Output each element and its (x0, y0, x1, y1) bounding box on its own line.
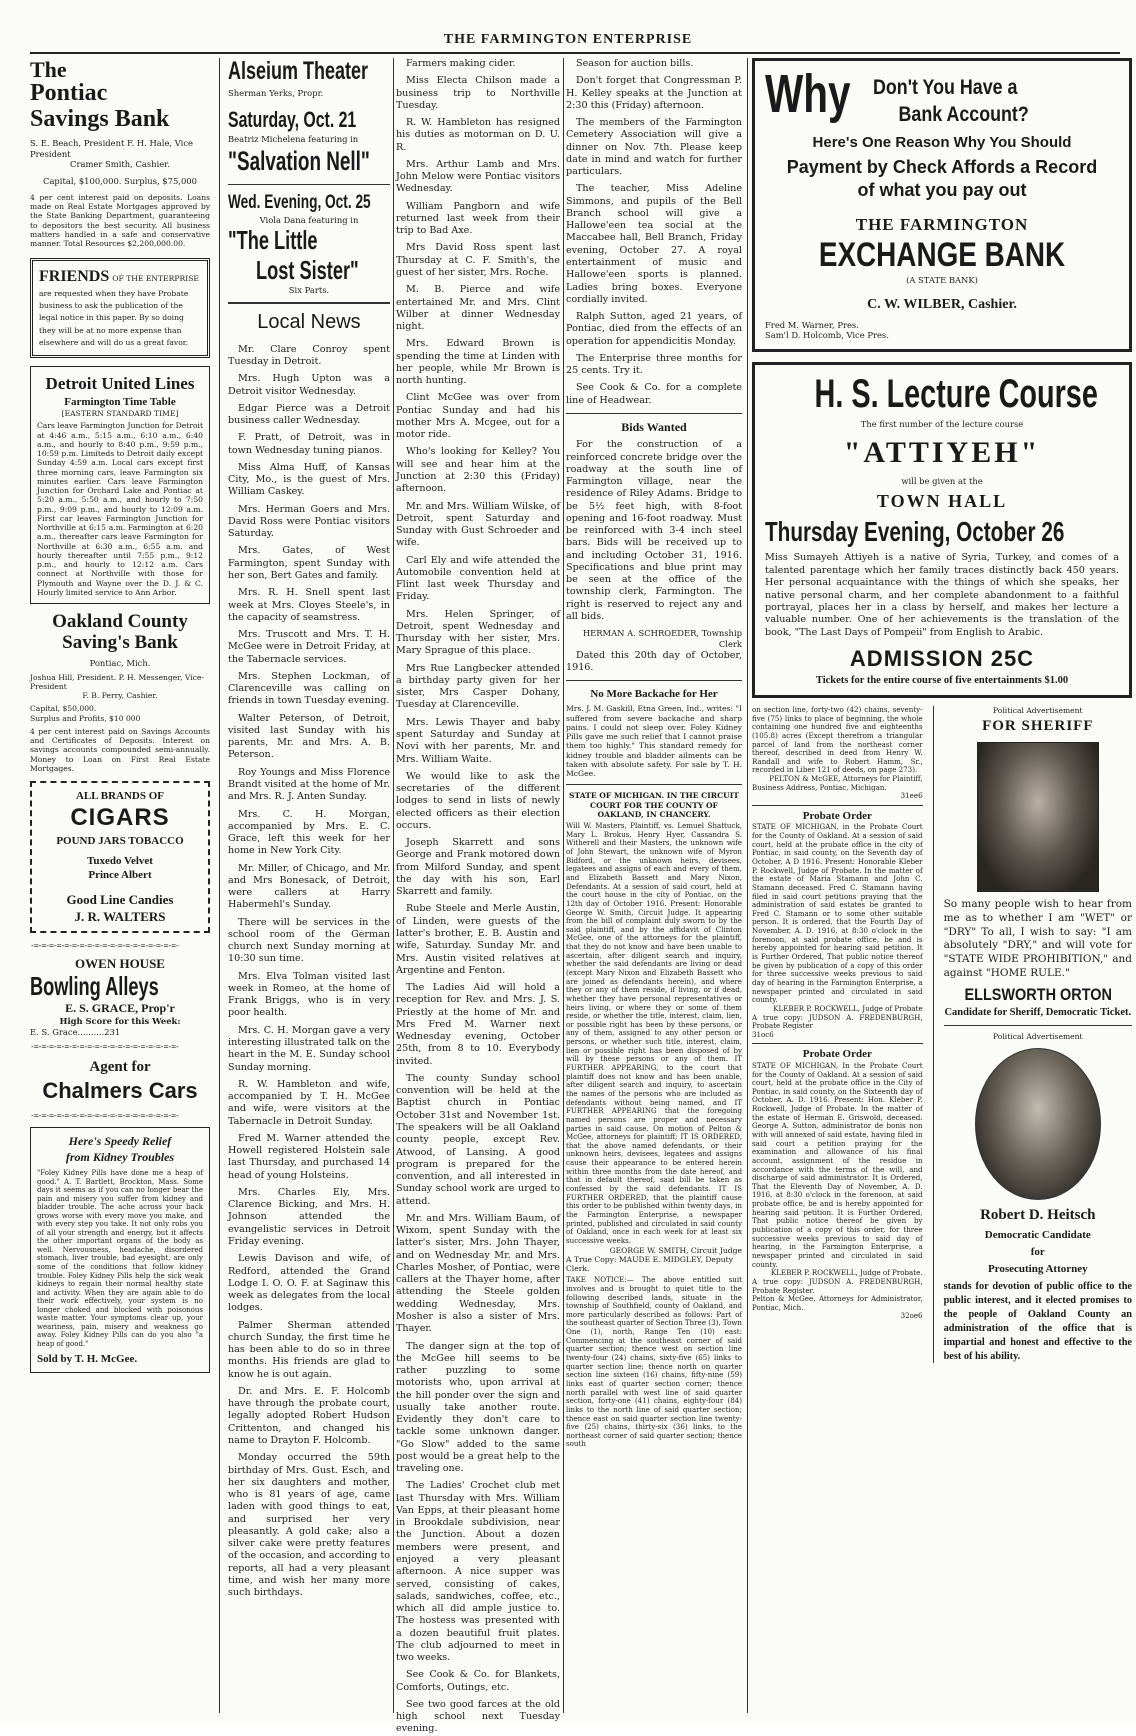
news-item: Edgar Pierce was a Detroit business caller Wednesday. (228, 402, 390, 427)
pontiac-bank-name2: Pontiac (30, 80, 108, 107)
divider (566, 680, 742, 681)
bank-q1: Don't You Have a (873, 76, 1018, 99)
heitsch-body: stands for devotion of public office to the public interest, and it elected promises to the people of Oakland County an administration of the office that is impartial and honest and effective to the best of his ability. (943, 1281, 1132, 1362)
pontiac-bank-capital: Capital, $100,000. Surplus, $75,000 (43, 176, 197, 187)
bank-q2: Bank Account? (898, 102, 1029, 126)
chancery-sign: GEORGE W. SMITH, Circuit Judge (609, 1245, 742, 1255)
news-item: Mrs. Herman Goers and Mrs. David Ross were Pontiac visitors Saturday. (228, 503, 390, 540)
news-item: The Ladies' Crochet club met last Thursday with Mrs. William Van Epps, at their pleasant home in Brookdale subdivision, near the Junction. About a dozen members were present, and enjoyed a very pleasant afternoon. A nice supper was served, consisting of cakes, salads, sandwiches, coffee, etc., which all did ample justice to. The hostess was presented with a dozen beautiful fruit plates. The club adjourned to meet in two weeks. (396, 1480, 560, 1664)
friends-title: FRIENDS (39, 268, 110, 286)
news-item: Mrs. Gates, of West Farmington, spent Sunday with her son, Bert Gates and family. (228, 545, 390, 581)
oakland-bank-town: Pontiac, Mich. (89, 657, 151, 668)
bowling-line2: Bowling Alleys (30, 971, 159, 1002)
column-divider (219, 58, 220, 1713)
news-item: The danger sign at the top of the McGee hill seems to be rather puzzling to some motorists who, upon arrival at the hill ponder over the sign and usually take another route. Evidently they don't care to tackle some unknown danger. "Go Slow" added to the same post would be a great help to the traveling one. (396, 1340, 560, 1475)
ornament-rule: -=-=-=-=-=-=-=-=-=-=-=-=-=-=-=-=-=-=-=- (30, 1041, 179, 1051)
news-item: Mr. Clare Conroy spent Tuesday in Detroit. (228, 343, 390, 367)
cigars-line2: CIGARS (70, 804, 170, 832)
bank-reason3: of what you pay out (857, 179, 1027, 200)
show-film1: "Salvation Nell" (228, 146, 370, 177)
probate1-sign: KLEBER P. ROCKWELL, Judge of Probate (773, 1003, 923, 1013)
news-item: Mrs. Elva Tolman visited last week in Romeo, at the home of Frank Briggs, who is in very poor health. (228, 970, 390, 1019)
news-item: William Pangborn and wife returned last week from their trip to Bad Axe. (396, 200, 560, 237)
oakland-bank-cashier: F. B. Perry, Cashier. (82, 691, 158, 701)
column-5 (752, 58, 1132, 1713)
divider (228, 302, 390, 304)
bowling-line5: E. S. Grace..........231 (30, 1026, 121, 1037)
bids-dated: Dated this 20th day of October, 1916. (566, 649, 742, 674)
backache-body: Mrs. J. M. Gaskill, Etna Green, Ind., writes: "I suffered from severe backache and sharp pains. I could not sleep over. Foley Kidney Pills gave me such relief that I cannot praise them too highly." This standard remedy for kidney trouble and bladder ailments can be taken with absolute safety. For sale by T. H. McGee. (566, 704, 742, 779)
column-2 (228, 58, 390, 1713)
probate2-title: Probate Order (802, 1048, 872, 1061)
news-item: Mrs. Lewis Thayer and baby spent Saturday and Sunday at Novi with her parents, Mr. and Mrs. William Waite. (396, 716, 560, 765)
divider (228, 184, 390, 185)
bank-pres: Fred M. Warner, Pres. (765, 319, 859, 330)
notice-item: Season for auction bills. (576, 58, 694, 69)
news-item: See Cook & Co. for Blankets, Comforts, Outings, etc. (396, 1669, 560, 1693)
pontiac-bank-ad (30, 58, 210, 248)
bids-title: Bids Wanted (621, 419, 687, 434)
lecture-date: Thursday Evening, October 26 (765, 515, 1065, 547)
probate2-copy: A true copy: JUDSON A. FREDENBURGH, Probate Register. (752, 1276, 923, 1295)
lecture-hall: TOWN HALL (876, 490, 1008, 511)
show-film2a: "The Little (228, 224, 318, 255)
lecture-admission: ADMISSION 25C (849, 646, 1035, 672)
bids-sign: HERMAN A. SCHROEDER, Township Clerk (582, 628, 742, 649)
show-feat1: Beatriz Michelena featuring in (228, 134, 359, 145)
pontiac-bank-name1: The (30, 57, 67, 82)
cigars-line1: ALL BRANDS OF (75, 790, 165, 803)
timetable-subtitle: Farmington Time Table (64, 395, 176, 408)
probate1-title: Probate Order (802, 810, 872, 823)
probate2-sign: KLEBER P. ROCKWELL, Judge of Probate. (770, 1268, 923, 1278)
bank-reason2: Payment by Check Affords a Record (786, 156, 1098, 177)
sheriff-name: ELLSWORTH ORTON (964, 985, 1112, 1005)
notice-item: Ralph Sutton, aged 21 years, of Pontiac, died from the effects of an operation for appendicitis Monday. (566, 311, 742, 347)
chancery-notice: TAKE NOTICE:— The above entitled suit involves and is brought to quiet title to the following described lands, situate in the township of Southfield, county of Oakland, and more particularly described as follows: Part of the southeast quarter of Section Three (3), Town One (1), north, Range Ten (10) east: Commencing at the southeast corner of said quarter section; thence west on section line twenty-four (24) chains, sixty-five (65) links to quarter section line; thence north on quarter section line sixteen (16) chains, fifty-nine (59) links east of quarter section corner; thence north parallel with west line of said quarter section, forty-one (41) chains, eighty-four (84) links to the north line of said quarter section; thence east on said quarter section line twenty-five (25) chains, thirty-six (36) links, to the northeast corner of said quarter section; thence south (566, 1275, 742, 1449)
news-item: See two good farces at the old high school next Tuesday evening. (396, 1698, 560, 1735)
ornament-rule: -=-=-=-=-=-=-=-=-=-=-=-=-=-=-=-=-=-=-=- (30, 1111, 179, 1121)
bank-reason1: Here's One Reason Why You Should (812, 133, 1072, 151)
news-item: Mrs. C. H. Morgan, accompanied by Mrs. E. C. Grace, left this week for her home in New York City. (228, 808, 390, 857)
oakland-bank-surplus: Surplus and Profits, $10 000 (30, 713, 141, 723)
probate1-copy: A true copy: JUDSON A. FREDENBURGH, Probate Register (752, 1012, 923, 1031)
news-item: Mrs. Arthur Lamb and Mrs. John Melow were Pontiac visitors Wednesday. (396, 158, 560, 195)
bank-exchange: EXCHANGE BANK (818, 235, 1066, 274)
bowling-line1: OWEN HOUSE (75, 955, 165, 971)
notices-list (566, 58, 742, 407)
news-item: Clint McGee was over from Pontiac Sunday and had his mother Mrs A. Mcgee, out for a motor ride. (396, 392, 560, 441)
pontiac-bank-body: 4 per cent interest paid on deposits. Loans made on Real Estate Mortgages approved by the State Banking Department, guaranteeing to depositors the best security. All business matters handled in a safe and conservative manner. Total Resources $2,200,000.00. (30, 192, 210, 249)
notice-item: See Cook & Co. for a complete line of Headwear. (566, 382, 742, 406)
divider (566, 413, 742, 414)
cigars-line3: POUND JARS TOBACCO (56, 834, 184, 847)
legal-cont-id: 31ee6 (900, 791, 923, 801)
oakland-bank-capital: Capital, $50,000. (30, 704, 97, 714)
news-item: Walter Peterson, of Detroit, visited last Sunday with his parents, Mr. and Mrs. A. B. Peterson. (228, 712, 390, 761)
news-item: Palmer Sherman attended church Sunday, the first time he has been able to do so in three months. His friends are glad to know he is out again. (228, 1319, 390, 1380)
heitsch-portrait (975, 1048, 1101, 1200)
news-item: Mrs David Ross spent last Thursday at C. F. Smith's, the guest of her sister, Mrs. Roche. (396, 242, 560, 278)
news-item: Who's looking for Kelley? You will see and hear him at the Junction at 2:30 this (Friday) afternoon. (396, 446, 560, 495)
notice-item: Don't forget that Congressman P. H. Kelley speaks at the Junction at 2:30 this (Friday) afternoon. (566, 75, 742, 111)
show-date1: Saturday, Oct. 21 (228, 107, 357, 133)
pontiac-bank-cashier: Cramer Smith, Cashier. (70, 159, 170, 170)
bank-cashier: C. W. WILBER, Cashier. (867, 296, 1017, 312)
lecture-given: will be given at the (901, 476, 983, 487)
detroit-lines-timetable (30, 366, 210, 604)
cigars-line7: J. R. WALTERS (74, 908, 166, 924)
theater-prop: Sherman Yerks, Propr. (228, 87, 324, 98)
lecture-course-ad (752, 362, 1132, 698)
sheriff-pol: Political Advertisement (992, 705, 1083, 715)
news-item: Miss Electa Chilson made a business trip to Northville Tuesday. (396, 75, 560, 111)
timetable-zone: [EASTERN STANDARD TIME] (61, 409, 179, 418)
kidney-title2: from Kidney Troubles (65, 1149, 175, 1164)
show-date2: Wed. Evening, Oct. 25 (228, 191, 371, 213)
sheriff-candidate-portrait (977, 742, 1099, 892)
lecture-title: H. S. Lecture Course (814, 372, 1098, 416)
news-item: Mrs. Charles Ely, Mrs. Clarence Bicking, and Mrs. H. Johnson attended the evangelistic services in Detroit Friday evening. (228, 1186, 390, 1247)
cigars-line4: Tuxedo Velvet (87, 854, 153, 867)
heitsch-line2: for (1030, 1245, 1045, 1258)
show-feat2: Viola Dana featuring in (259, 214, 359, 225)
column-divider (563, 58, 564, 1713)
local-items-list (396, 58, 560, 1736)
kidney-relief-ad (30, 1127, 210, 1373)
oakland-bank-officers: Joshua Hill, President. P. H. Messenger, Vice-President (30, 672, 205, 691)
cigars-ad (30, 781, 210, 933)
show-parts: Six Parts. (288, 285, 330, 296)
chalmers-ad (30, 1052, 210, 1111)
news-item: Mrs. R. H. Snell spent last week at Mrs. Cloyes Steele's, in the capacity of seamstress. (228, 587, 390, 623)
lecture-first: The first number of the lecture course (860, 419, 1024, 429)
legal-cont-sign: PELTON & McGEE, Attorneys for Plaintiff, (769, 774, 923, 784)
divider (566, 784, 742, 785)
column-divider (393, 58, 394, 1713)
heitsch-name: Robert D. Heitsch (980, 1206, 1096, 1223)
sheriff-title: FOR SHERIFF (982, 718, 1094, 735)
news-item: F. Pratt, of Detroit, was in town Wednesday tuning pianos. (228, 432, 390, 456)
bowling-ad (30, 952, 210, 1042)
legal-cont-body: on section line, forty-two (42) chains, seventy-five (75) links to place of beginning, the whole containing one hundred five and eighteenths (105.8) acres (Except therefrom a triangular parcel of land from the northeast corner thereof, described in deed from Henry W. Randall and wife to Robert Hamm, Sr., recorded in Liber 121 of deeds, on page 273). (752, 704, 923, 775)
news-item: Carl Ely and wife attended the Automobile convention held at Flint last week Thursday and Friday. (396, 554, 560, 603)
news-item: Mrs Rue Langbecker attended a birthday party given for her sister, Mrs Casper Dohany, Tuesday at Clarenceville. (396, 662, 560, 711)
masthead: THE FARMINGTON ENTERPRISE (443, 32, 693, 47)
timetable-body: Cars leave Farmington Junction for Detroit at 4:46 a.m., 5:15 a.m., 6:10 a.m., 6:40 a.m., and hourly to 8:40 p.m., 9:59 p.m., 10:59 p.m. Limiteds to Detroit daily except Sunday 4:59 a.m. Local cars except first three morning cars, leave Farmington six minutes earlier. Cars leave Farmington Junction for Orchard Lake and Pontiac at 5:20 a.m., 5:50 a.m., and hourly to 7:50 p.m., 9:09 p.m., and hourly to 12:09 a.m. First car leaves Farmington Junction for Northville at 6:15 a.m. Farmington at 6:20 a.m., thereafter cars leave Farmington for Northville at 6:30 a.m., 6:55 a.m. and hourly thereafter until 7:55 p.m., 9:12 p.m., and hourly to 12:12 a.m. Cars connect at Northville with those for Plymouth and Wayne over the D. J. & C. Hourly limited service to Ann Arbor. (37, 421, 203, 597)
chalmers-line1: Agent for (89, 1058, 151, 1075)
news-item: Lewis Davison and wife, of Redford, attended the Grand Lodge I. O. O. F. at Saginaw this week as delegates from the local lodges. (228, 1253, 390, 1314)
column-3 (396, 58, 560, 1735)
news-item: Miss Alma Huff, of Kansas City, Mo., is the guest of Mrs. William Caskey. (228, 461, 390, 498)
news-item: Dr. and Mrs. E. F. Holcomb have through the probate court, legally adopted Robert Hudson Crittenton, and changed his name to Drayton F. Holcomb. (228, 1385, 390, 1446)
news-item: Fred M. Warner attended the Howell registered Holstein sale last Thursday, and purchased 14 head of young Holsteins. (228, 1132, 390, 1181)
probate2-attys: Pelton & McGee, Attorneys for Administrator, Pontiac, Mich. (752, 1294, 923, 1312)
news-item: Farmers making cider. (406, 58, 516, 69)
alseium-theater-ad (228, 58, 390, 296)
column-divider (747, 58, 748, 1713)
column-1 (30, 58, 210, 1713)
lecture-name: "ATTIYEH" (843, 435, 1041, 469)
news-item: Mrs. Stephen Lockman, of Clarenceville was calling on friends in town Tuesday evening. (228, 670, 390, 707)
political-subcolumn (944, 706, 1132, 1363)
kidney-sold: Sold by T. H. McGee. (37, 1353, 138, 1366)
news-item: Monday occurred the 59th birthday of Mrs. Gust. Esch, and her six daughters and mother, who is 81 years of age, came laden with good things to eat, and surprised her very pleasantly. A gold cake; also a silver cake were pretty features of the occasion, and according to reports, all had a very pleasant time, and wish her many more such birthdays. (228, 1452, 390, 1599)
bids-body: For the construction of a reinforced concrete bridge over the roadway at the south line of Farmington village, near the residence of Riley Adams. Bridge to be 5½ feet high, with 8-foot opening and 16-foot roadway. Must be reinforced with 3-4 inch steel bars. Bids will be received up to and including October 31, 1916. Specifications and blue print may be seen at the office of the township clerk, Farmington. The right is reserved to reject any and all bids. (566, 439, 742, 622)
probate2-id: 32oe6 (900, 1311, 923, 1321)
news-item: M. B. Pierce and wife entertained Mr. and Mrs. Clint Wilber at dinner Wednesday night. (396, 284, 560, 333)
cigars-line6: Good Line Candies (66, 892, 174, 908)
sheriff-body: So many people wish to hear from me as to whether I am "WET" or "DRY" To all, I wish to say: "I am absolutely "DRY," and will vote for "STATE WIDE PROHIBITION," and against "HOME RULE." (943, 898, 1132, 979)
notice-item: The members of the Farmington Cemetery Association will give a dinner on Nov. 7th. Please keep date in mind and watch for further particulars. (566, 117, 742, 178)
chancery-head: STATE OF MICHIGAN. IN THE CIRCUIT COURT FOR THE COUNTY OF OAKLAND, IN CHANCERY. (569, 791, 739, 819)
bowling-line3: E. S. GRACE, Prop'r (65, 1000, 175, 1015)
news-item: Joseph Skarrett and sons George and Frank motored down from Milford Sunday, and spent the day with his son, Earl Skarrett and family. (396, 837, 560, 898)
news-item: Roy Youngs and Miss Florence Brandt visited at the home of Mr. and Mrs. R. J. Anten Sunday. (228, 766, 390, 803)
sheriff-cand: Candidate for Sheriff, Democratic Ticket. (944, 1007, 1132, 1019)
news-item: R. W. Hambleton and wife, accompanied by T. H. McGee and wife, were visitors at the Tabernacle in Detroit Sunday. (228, 1078, 390, 1127)
news-item: Mr. and Mrs. William Wilske, of Detroit, spent Saturday and Sunday with Gust Schroeder and wife. (396, 500, 560, 549)
show-film2b: Lost Sister" (256, 254, 359, 285)
heitsch-line3: Prosecuting Attorney (987, 1263, 1088, 1276)
cigars-line5: Prince Albert (88, 868, 152, 881)
friends-body: OF THE ENTERPRISE are requested when they have Probate business to ask the publication of the legal notice in this paper. By so doing they will be at no more expense than elsewhere and will do us a great favor. (39, 274, 199, 347)
ornament-rule: -=-=-=-=-=-=-=-=-=-=-=-=-=-=-=-=-=-=-=- (30, 941, 179, 951)
news-item: The county Sunday school convention will be held at the Baptist church in Pontiac October 31st and November 1st. The speakers will be all Oakland county people, except Rev. Atwood, of Lansing. A good program is prepared for the convention, and all interested in Sunday school work are urged to attend. (396, 1072, 560, 1207)
news-item: The Ladies Aid will hold a reception for Rev. and Mrs. J. S. Priestly at the home of Mr. and Mrs Fred M. Warner next Wednesday evening, October 25th, from 8 to 10. Everybody invited. (396, 982, 560, 1067)
probate1-body: STATE OF MICHIGAN, in the Probate Court for the County of Oakland. At a session of said court, held at the probate office in the city of Pontiac, in said county, on the Seventh day of October, A D 1916. Present: Honorable Kleber P. Rockwell, Judge of Probate. In the matter of the estate of Maria Stamann and John C. Stamann deceased. Fred C. Stamann having filed in said court petitions praying that the administration of said estates be granted to Fred C. Stamann or to some other suitable person. It is ordered, that the Fourth Day of November, A. D. 1916, at 8:30 o'clock in the forenoon, at said probate office, be and is hereby appointed for hearing said petition. It is Further Ordered, That public notice thereof be given by publication of a copy of this order for three successive weeks previous to said day of hearing in the Farmington Enterprise, a newspaper printed and circulated in said county. (752, 822, 923, 1005)
heitsch-line1: Democratic Candidate (984, 1228, 1091, 1241)
timetable-title: Detroit United Lines (45, 374, 195, 394)
bank-why: Why (765, 64, 851, 124)
news-item: Rube Steele and Merle Austin, of Linden, were guests of the latter's brother, E. B. Austin and wife, Saturday. Sunday Mr. and Mrs. Austin visited relatives at Argentine and Fenton. (396, 903, 560, 976)
notice-item: The teacher, Miss Adeline Simmons, and pupils of the Bell Branch school will give a Hallowe'een tea social at the Maccabee hall, Bell Branch, Friday evening, October 27. A royal entertainment of music and Hallowe'een sports is planned. Ladies bring boxes. Everyone cordially invited. (566, 183, 742, 305)
legal-subcolumn (752, 706, 923, 1363)
pontiac-bank-officers: S. E. Beach, President F. H. Hale, Vice President (30, 137, 193, 159)
pontiac-bank-name3: Savings Bank (30, 106, 170, 133)
chancery-body: Will W. Masters, Plaintiff, vs. Lemuel Shattuck, Mary L. Brokus, Henry Hyer, Cassandra S. Witherell and their Masters, the unknown wife of John Stewart, the unknown wife of Myron Bidford, or the unknown heirs, devisees, legatees and assigns of each and every of them, and Elizabeth Bassett and Mary Nixon, Defendants. At a session of said court, held at the court house in the city of Pontiac, on the 12th day of October 1916. Present: Honorable George W. Smith, Circuit Judge. It appearing from the bill of complaint duly sworn to by the said plaintiff, and by the affidavit of Clinton McGee, one of the attorneys for the plaintiff, that they do not know and have been unable to ascertain, after diligent search and inquiry, whether the said defendants are living or dead (except Mary Nixon and Elizabeth Bassett who are joined as defendants herein), and where they or any of them reside, if living, or if dead, whether they have personal representatives or heirs living, or where they or some of them reside, or whether the title, interest, claim, lien, or possible right has been by these persons, or any of them, assigned to any other person or persons, or whether such title, interest, claim, lien or possible right has been disposed of by will by these persons or any of them. IT FURTHER APPEARING, to the court that plaintiff does not know and has been unable, after diligent search and inquiry, to ascertain the names of the persons who are included as defendants without being named, and IT FURTHER APPEARING that the foregoing named persons are proper and necessary parties in said cause. On motion of Pelton & McGee, attorneys for plaintiff; IT IS ORDERED, that the above named defendants, or their unknown heirs, devisees, legatees and assigns cause their appearance to be entered herein within three months from the date hereof, and that in default thereof, said bill be taken as confessed by the said defendants. IT IS FURTHER ORDERED, that the plaintiff cause this order to be published within twenty days, in the Farmington Enterprise, a newspaper printed, published and circulated in said county of Oakland, once in each week for at least six successive weeks. (566, 821, 742, 1245)
legal-cont-addr: Business Address, Pontiac, Michigan. (752, 782, 887, 792)
local-news-title: Local News (257, 311, 361, 334)
oakland-bank-title1: Oakland County (52, 611, 188, 632)
bank-vpres: Sam'l D. Holcomb, Vice Pres. (765, 330, 889, 341)
probate1-id: 31oc6 (752, 1029, 774, 1039)
exchange-bank-ad (752, 58, 1132, 352)
news-item: Mrs. Edward Brown is spending the time at Linden with her people, while Mr Brown is north hunting. (396, 338, 560, 387)
lecture-tickets: Tickets for the entire course of five entertainments $1.00 (815, 674, 1069, 686)
oakland-bank-title2: Saving's Bank (62, 631, 178, 653)
local-news-list (228, 344, 390, 1600)
bank-state: (A STATE BANK) (906, 274, 978, 285)
news-item: There will be services in the school room of the German church next Sunday morning at 10:30 sun time. (228, 916, 390, 965)
masthead-rule (30, 52, 1120, 54)
oakland-bank-ad (30, 612, 210, 773)
probate2-body: STATE OF MICHIGAN, In the Probate Court for the County of Oakland. At a session of said court, held at the probate office in the City of Pontiac, in said county, on the Sixteenth day of October, A. D. 1916. Present: Hon. Kleber P. Rockwell, Judge of Probate. In the matter of the estate of Herman E. Griswold, deceased. George A. Sutton, administrator de bonis non with will annexed of said estate, having filed in said court a petition praying for the examination and allowance of his final account, assignment of the residue in accordance with the terms of the will, and discharge of said administrator. It is Ordered, That the Eleventh Day of November, A. D. 1916, at 8:30 o'clock in the forenoon, at said probate office, be and is hereby appointed for hearing said petition. It is Further Ordered, That public notice thereof be given by publication of a copy of this order, for three successive weeks previous to said day of hearing, in the Farmington Enterprise, a newspaper printed and circulated in said county. (752, 1060, 923, 1269)
news-item: Mrs. Hugh Upton was a Detroit visitor Wednesday. (228, 373, 390, 397)
chancery-copy: A True Copy: MAUDE E. MIDGLEY, Deputy Clerk. (566, 1254, 734, 1273)
theater-title: Alseium Theater (228, 57, 369, 85)
bowling-line4: High Score for this Week: (59, 1016, 181, 1027)
news-item: Mr. and Mrs. William Baum, of Wixom, spent Sunday with the latter's sister, Mrs. John Thayer, and on Wednesday Mr. and Mrs. Charles Mosher, of Pontiac, were callers at the Thayer home, after attending the Steele golden wedding Wednesday, Mrs. Mosher is also a sister of Mrs. Thayer. (396, 1212, 560, 1335)
column-4 (566, 58, 742, 1713)
news-item: We would like to ask the secretaries of the different lodges to send in lists of newly elected officers as their election occurs. (396, 770, 560, 831)
news-item: R. W. Hambleton has resigned his duties as motorman on D. U. R. (396, 117, 560, 153)
oakland-bank-body: 4 per cent interest paid on Savings Accounts and Certificates of Deposits. Interest on savings accounts compounded semi-annually. Money to Loan on First Real Estate Mortgages. (30, 726, 210, 773)
kidney-body: "Foley Kidney Pills have done me a heap of good." A. T. Bartlett, Brockton, Mass. Some days it seems as if you can no longer bear the pain and misery you suffer from kidney and bladder trouble. The ache across your back grows worse with every move you make, and with every step you take. It not only robs you of all your strength and energy, but it affects the other important organs of the body as well. Nervousness, headache, disordered stomach, liver trouble, bad eyesight, are only some of the conditions that follow kidney trouble. Foley Kidney Pills help the sick weak kidneys to regain their normal healthy state and activity. When they are again able to do their work effectively, your system is no longer choked and blocked with poisonous waste matter. Your symptoms clear up, your weariness, pain, misery and weakness go away. Foley Kidney Pills can do you also "a heap of good." (37, 1169, 203, 1348)
lecture-body: Miss Sumayeh Attiyeh is a native of Syria, Turkey, and comes of a talented parentage which her family traces distinctly back 450 years. Her personal acquaintance with the things of which she speaks, her native personal charm, and her complete abandonment to a faithful portrayal, places her in a class by herself, and makes her lecture a valuable number. One of her achievements is the translation of the book, "The Last Days of Pompeii" from English to Arabic. (765, 552, 1119, 638)
chalmers-line2: Chalmers Cars (42, 1078, 198, 1104)
backache-title: No More Backache for Her (590, 688, 718, 701)
news-item: Mrs. C. H. Morgan gave a very interesting illustrated talk on the heart in the M. E. Sunday school Sunday morning. (228, 1024, 390, 1073)
notice-item: The Enterprise three months for 25 cents. Try it. (566, 352, 742, 377)
friends-notice (30, 258, 210, 358)
news-item: Mr. Miller, of Chicago, and Mr. and Mrs Bonesack, of Detroit, were callers at Harry Habermehl's Sunday. (228, 862, 390, 911)
news-item: Mrs. Helen Springer, of Detroit, spent Wednesday and Thursday with her sister, Mrs. Mary Sprague of this place. (396, 608, 560, 657)
bank-the-farmington: THE FARMINGTON (855, 215, 1029, 234)
kidney-title1: Here's Speedy Relief (68, 1134, 172, 1149)
news-item: Mrs. Truscott and Mrs. T. H. McGee were in Detroit Friday, at the Tabernacle services. (228, 629, 390, 665)
sheriff-pol2: Political Advertisement (992, 1032, 1083, 1042)
